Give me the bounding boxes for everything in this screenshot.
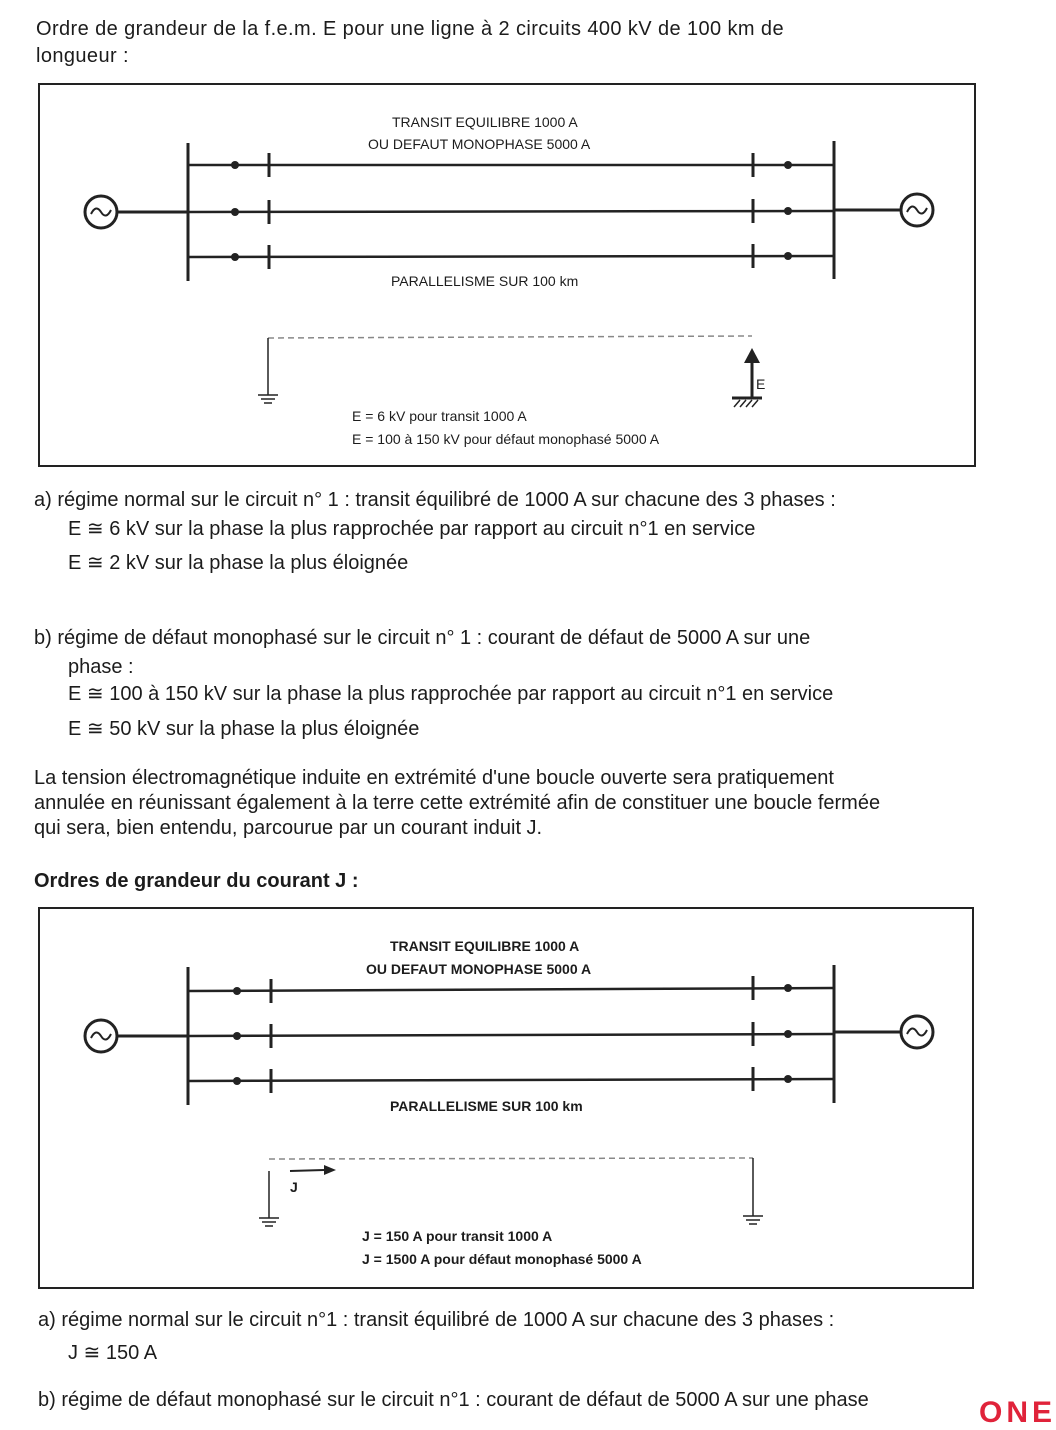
circuit-line-bottom xyxy=(188,1079,834,1081)
figure-1-emf xyxy=(38,83,976,467)
fig1-title-2: OU DEFAUT MONOPHASE 5000 A xyxy=(368,136,591,152)
para-line-2: annulée en réunissant également à la terre cette extrémité afin de constituer une boucle fermée xyxy=(34,792,881,814)
fig1-eq-1: E = 6 kV pour transit 1000 A xyxy=(352,408,527,424)
sec-a2-line-2: J ≅ 150 A xyxy=(68,1342,158,1364)
fig1-eq-2: E = 100 à 150 kV pour défaut monophasé 5000 A xyxy=(352,431,660,447)
sec-a-line-3: E ≅ 2 kV sur la phase la plus éloignée xyxy=(68,552,409,574)
circuit-line-middle xyxy=(188,211,834,212)
fig2-eq-2: J = 1500 A pour défaut monophasé 5000 A xyxy=(362,1251,642,1267)
current-j-arrow xyxy=(290,1170,324,1171)
intro-line-1: Ordre de grandeur de la f.e.m. E pour une ligne à 2 circuits 400 kV de 100 km de xyxy=(36,18,784,40)
sec-b-line-3: E ≅ 50 kV sur la phase la plus éloignée xyxy=(68,718,420,740)
sec-b-line-1: b) régime de défaut monophasé sur le circuit n° 1 : courant de défaut de 5000 A sur une xyxy=(34,627,811,649)
figure-2-current xyxy=(38,907,974,1289)
fig2-title-1: TRANSIT EQUILIBRE 1000 A xyxy=(390,938,580,954)
fig2-title-2: OU DEFAUT MONOPHASE 5000 A xyxy=(366,961,592,977)
sec-b-line-1b: phase : xyxy=(68,656,134,678)
fig1-title-1: TRANSIT EQUILIBRE 1000 A xyxy=(392,114,578,130)
fig1-e-label: E xyxy=(756,376,766,392)
intro-line-2: longueur : xyxy=(36,45,129,67)
circuit-line-top xyxy=(188,988,834,991)
fig1-parallel-label: PARALLELISME SUR 100 km xyxy=(391,273,579,289)
fig2-eq-1: J = 150 A pour transit 1000 A xyxy=(362,1228,553,1244)
fig2-parallel-label: PARALLELISME SUR 100 km xyxy=(390,1098,583,1114)
sec-b-line-2: E ≅ 100 à 150 kV sur la phase la plus rapprochée par rapport au circuit n°1 en service xyxy=(68,683,834,705)
circuit-line-middle xyxy=(188,1034,834,1036)
heading-current-j: Ordres de grandeur du courant J : xyxy=(34,870,359,892)
sec-a-line-1: a) régime normal sur le circuit n° 1 : transit équilibré de 1000 A sur chacune des 3 phases : xyxy=(34,489,836,511)
sec-b2-line-1: b) régime de défaut monophasé sur le circuit n°1 : courant de défaut de 5000 A sur une phase xyxy=(38,1389,869,1411)
sec-a2-line-1: a) régime normal sur le circuit n°1 : transit équilibré de 1000 A sur chacune des 3 phases : xyxy=(38,1309,835,1331)
para-line-3: qui sera, bien entendu, parcourue par un courant induit J. xyxy=(34,817,543,839)
para-line-1: La tension électromagnétique induite en extrémité d'une boucle ouverte sera pratiquement xyxy=(34,767,834,789)
publisher-logo: ONE xyxy=(978,1396,1056,1429)
sec-a-line-2: E ≅ 6 kV sur la phase la plus rapprochée par rapport au circuit n°1 en service xyxy=(68,518,756,540)
fig2-j-label: J xyxy=(290,1179,298,1195)
circuit-line-bottom xyxy=(188,256,834,257)
